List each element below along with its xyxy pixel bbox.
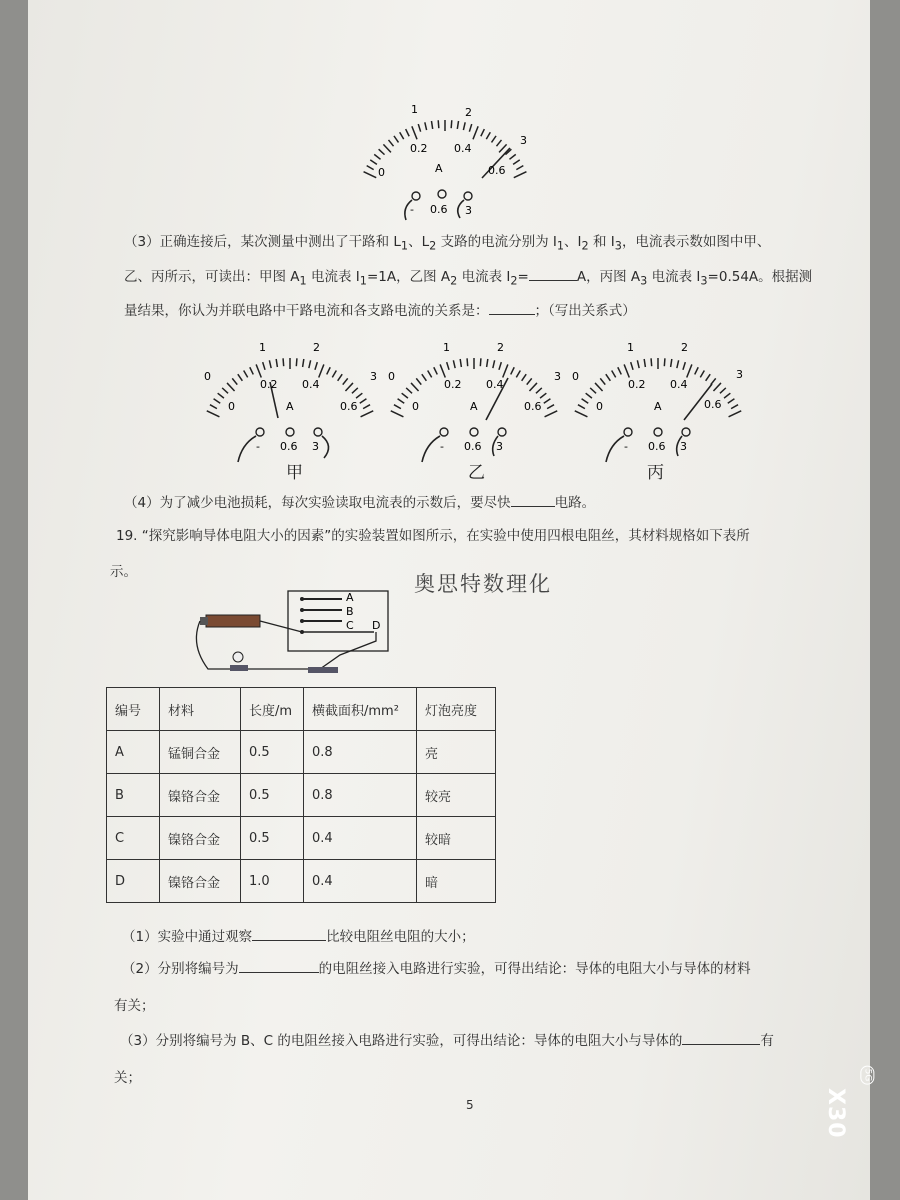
q19-3: （3）分别将编号为 B、C 的电阻丝接入电路进行实验，可得出结论：导体的电阻大小与导体的 有 xyxy=(120,1030,774,1051)
answer-blank-i2[interactable] xyxy=(529,266,577,281)
scale-tick xyxy=(402,393,408,398)
scale-tick xyxy=(412,126,417,139)
scale-tick xyxy=(394,405,401,409)
scale-tick xyxy=(457,121,458,129)
svg-text:1: 1 xyxy=(411,103,418,116)
scale-tick xyxy=(418,124,420,132)
scale-tick xyxy=(527,378,532,384)
svg-text:0: 0 xyxy=(596,400,603,413)
svg-text:-: - xyxy=(624,440,628,453)
scale-tick xyxy=(263,362,265,370)
scale-tick xyxy=(406,129,409,136)
scale-tick xyxy=(600,378,605,384)
q19-2-cont: 有关； xyxy=(114,998,155,1014)
svg-text:1: 1 xyxy=(259,341,266,354)
scale-tick xyxy=(398,399,405,403)
scale-tick xyxy=(210,405,217,409)
svg-text:0.4: 0.4 xyxy=(670,378,688,391)
table-cell: 亮 xyxy=(417,731,496,774)
scale-tick xyxy=(364,172,377,178)
table-cell: 锰铜合金 xyxy=(160,731,241,774)
scale-tick xyxy=(218,393,224,398)
scale-tick xyxy=(731,405,738,409)
scale-tick xyxy=(545,411,558,417)
scale-tick xyxy=(416,378,421,384)
scale-tick xyxy=(374,154,380,159)
table-cell: 0.5 xyxy=(241,774,304,817)
svg-text:0.6: 0.6 xyxy=(704,398,722,411)
q19-1: （1）实验中通过观察 比较电阻丝电阻的大小； xyxy=(122,926,475,947)
svg-text:A: A xyxy=(286,400,294,413)
svg-text:0: 0 xyxy=(388,370,395,383)
scale-tick xyxy=(327,367,330,374)
table-cell: D xyxy=(107,860,160,903)
scale-tick xyxy=(631,362,633,370)
svg-text:D: D xyxy=(372,619,381,632)
table-header-cell: 材料 xyxy=(160,688,241,731)
scale-tick xyxy=(582,399,589,403)
scale-tick xyxy=(671,359,672,367)
svg-text:0.4: 0.4 xyxy=(486,378,504,391)
svg-text:-: - xyxy=(440,440,444,453)
scale-tick xyxy=(547,405,554,409)
scale-tick xyxy=(232,378,237,384)
svg-text:A: A xyxy=(346,591,354,604)
q18-3-line1: （3）正确连接后，某次测量中测出了干路和 $L_1$、$L_2$ 支路的电流分别为 $I_1$、$I_2$ 和 $I_3$，电流表示数如图中甲、 xyxy=(124,234,771,253)
svg-text:0: 0 xyxy=(228,400,235,413)
scale-tick xyxy=(511,367,514,374)
scale-tick xyxy=(214,399,221,403)
table-cell: 0.8 xyxy=(304,774,417,817)
svg-text:0.6: 0.6 xyxy=(524,400,542,413)
scale-tick xyxy=(651,358,652,366)
svg-text:0: 0 xyxy=(378,166,385,179)
scale-tick xyxy=(370,160,377,164)
meter-label-yi: 乙 xyxy=(468,463,485,483)
scale-tick xyxy=(499,362,501,370)
watermark-text: 奥思特数理化 xyxy=(414,572,552,596)
scale-tick xyxy=(400,132,404,139)
scale-tick xyxy=(447,362,449,370)
scale-tick xyxy=(319,364,324,377)
q18-3-line3: 量结果，你认为并联电路中干路电流和各支路电流的关系是： ；（写出关系式） xyxy=(124,300,636,321)
scale-tick xyxy=(586,393,592,398)
scale-tick xyxy=(453,360,455,368)
scale-tick xyxy=(379,149,385,154)
svg-text:0.2: 0.2 xyxy=(628,378,646,391)
meter-label-bing: 丙 xyxy=(647,463,664,483)
svg-text:0.6: 0.6 xyxy=(488,164,506,177)
scale-tick xyxy=(700,371,704,378)
svg-text:2: 2 xyxy=(497,341,504,354)
ammeter-yi xyxy=(382,338,572,478)
answer-blank-factor[interactable] xyxy=(682,1030,760,1045)
scale-tick xyxy=(516,371,520,378)
svg-text:3: 3 xyxy=(680,440,687,453)
svg-text:3: 3 xyxy=(520,134,527,147)
table-header-cell: 灯泡亮度 xyxy=(417,688,496,731)
scale-tick xyxy=(363,405,370,409)
scale-tick xyxy=(677,360,679,368)
table-cell: 0.8 xyxy=(304,731,417,774)
scale-tick xyxy=(250,367,253,374)
scale-tick xyxy=(578,405,585,409)
scale-tick xyxy=(664,358,665,366)
scale-tick xyxy=(383,144,391,152)
q19-line1: 19. “探究影响导体电阻大小的因素”的实验装置如图所示，在实验中使用四根电阻丝，其材料规格如下表所 xyxy=(116,528,750,544)
svg-text:0: 0 xyxy=(412,400,419,413)
scale-tick xyxy=(338,374,343,381)
meter-label-jia: 甲 xyxy=(286,463,303,483)
scale-tick xyxy=(469,124,471,132)
svg-text:2: 2 xyxy=(465,106,472,119)
svg-text:2: 2 xyxy=(681,341,688,354)
scale-tick xyxy=(207,411,220,417)
table-header-row xyxy=(107,688,496,731)
svg-text:0.6: 0.6 xyxy=(464,440,482,453)
table-cell: 镍铬合金 xyxy=(160,860,241,903)
scale-tick xyxy=(536,388,542,393)
scale-tick xyxy=(356,393,362,398)
wire-spec-table xyxy=(106,687,496,903)
scale-tick xyxy=(345,383,353,391)
svg-text:0.6: 0.6 xyxy=(280,440,298,453)
svg-text:0.2: 0.2 xyxy=(444,378,462,391)
camera-watermark: X30 xyxy=(823,1088,848,1139)
scale-tick xyxy=(513,160,520,164)
q18-4: （4）为了减少电池损耗，每次实验读取电流表的示数后，要尽快 电路。 xyxy=(124,492,595,513)
scale-tick xyxy=(361,411,374,417)
scale-tick xyxy=(516,166,523,170)
scale-tick xyxy=(244,371,248,378)
scale-tick xyxy=(391,411,404,417)
scale-tick xyxy=(406,388,412,393)
scale-tick xyxy=(352,388,358,393)
table-cell: 0.4 xyxy=(304,817,417,860)
scale-tick xyxy=(411,383,419,391)
table-cell: 0.5 xyxy=(241,817,304,860)
camera-5g-badge: 5G xyxy=(860,1066,874,1085)
scale-tick xyxy=(687,364,692,377)
svg-text:2: 2 xyxy=(313,341,320,354)
svg-text:3: 3 xyxy=(736,368,743,381)
scale-tick xyxy=(590,388,596,393)
scale-tick xyxy=(440,364,445,377)
scale-tick xyxy=(695,367,698,374)
svg-text:0.6: 0.6 xyxy=(430,203,448,216)
svg-text:-: - xyxy=(410,203,414,216)
svg-text:0.6: 0.6 xyxy=(648,440,666,453)
table-row xyxy=(107,731,496,774)
table-cell: 暗 xyxy=(417,860,496,903)
svg-text:0.6: 0.6 xyxy=(340,400,358,413)
scale-tick xyxy=(486,132,490,139)
svg-text:0.4: 0.4 xyxy=(454,142,472,155)
svg-text:1: 1 xyxy=(443,341,450,354)
q18-3-line2: 乙、丙所示，可读出：甲图 $A_1$ 电流表 $I_1=1A$，乙图 $A_2$ 电流表 $I_2= A$，丙图 $A_3$ 电流表 $I_3=0.54A$。根据测 xyxy=(124,266,812,292)
scale-tick xyxy=(493,360,495,368)
svg-text:B: B xyxy=(346,605,354,618)
table-row xyxy=(107,774,496,817)
scale-tick xyxy=(463,122,465,130)
scale-tick xyxy=(480,358,481,366)
scale-tick xyxy=(269,360,271,368)
scale-tick xyxy=(276,359,277,367)
svg-text:3: 3 xyxy=(370,370,377,383)
scale-tick xyxy=(729,411,742,417)
answer-blank-wire-ids[interactable] xyxy=(239,958,319,973)
svg-text:0.2: 0.2 xyxy=(410,142,428,155)
q19-3-cont: 关； xyxy=(114,1070,141,1086)
scale-tick xyxy=(529,383,537,391)
scale-tick xyxy=(624,364,629,377)
table-header-cell: 编号 xyxy=(107,688,160,731)
ammeter-bing xyxy=(566,338,756,478)
circuit-diagram xyxy=(190,585,400,685)
table-cell: 较暗 xyxy=(417,817,496,860)
scale-tick xyxy=(394,136,399,143)
scale-tick xyxy=(575,411,588,417)
table-cell: 镍铬合金 xyxy=(160,774,241,817)
scale-tick xyxy=(227,383,235,391)
scale-tick xyxy=(612,371,616,378)
scale-tick xyxy=(360,399,367,403)
table-cell: B xyxy=(107,774,160,817)
scale-tick xyxy=(618,367,621,374)
scale-tick xyxy=(309,360,311,368)
scale-tick xyxy=(367,166,374,170)
scale-tick xyxy=(522,374,527,381)
table-cell: 1.0 xyxy=(241,860,304,903)
table-cell: 镍铬合金 xyxy=(160,817,241,860)
q19-line2: 示。 xyxy=(110,564,137,580)
scale-tick xyxy=(706,374,711,381)
table-cell: 较亮 xyxy=(417,774,496,817)
scale-tick xyxy=(540,393,546,398)
table-row xyxy=(107,817,496,860)
scale-tick xyxy=(499,144,507,152)
answer-blank-relation[interactable] xyxy=(489,300,535,315)
svg-text:A: A xyxy=(470,400,478,413)
scale-tick xyxy=(303,359,304,367)
svg-text:0: 0 xyxy=(572,370,579,383)
scale-tick xyxy=(728,399,735,403)
scale-tick xyxy=(222,388,228,393)
scale-tick xyxy=(425,122,427,130)
scale-tick xyxy=(332,371,336,378)
svg-text:3: 3 xyxy=(312,440,319,453)
scale-tick xyxy=(431,121,432,129)
answer-blank-circuit[interactable] xyxy=(511,492,555,507)
table-cell: A xyxy=(107,731,160,774)
scale-tick xyxy=(256,364,261,377)
svg-text:A: A xyxy=(654,400,662,413)
table-cell: 0.4 xyxy=(304,860,417,903)
svg-text:0.4: 0.4 xyxy=(302,378,320,391)
scale-tick xyxy=(724,393,730,398)
svg-text:A: A xyxy=(435,162,443,175)
scale-tick xyxy=(503,364,508,377)
scale-tick xyxy=(238,374,243,381)
svg-text:1: 1 xyxy=(627,341,634,354)
scale-tick xyxy=(434,367,437,374)
scale-tick xyxy=(460,359,461,367)
scale-tick xyxy=(315,362,317,370)
ammeter-top xyxy=(350,100,540,225)
scale-tick xyxy=(492,136,497,143)
svg-text:0.2: 0.2 xyxy=(260,378,278,391)
scale-tick xyxy=(595,383,603,391)
scale-tick xyxy=(389,140,394,146)
scale-tick xyxy=(544,399,551,403)
scale-tick xyxy=(343,378,348,384)
table-row xyxy=(107,860,496,903)
scale-tick xyxy=(496,140,501,146)
svg-text:0: 0 xyxy=(204,370,211,383)
scale-tick xyxy=(606,374,611,381)
scale-tick xyxy=(487,359,488,367)
table-cell: 0.5 xyxy=(241,731,304,774)
scale-tick xyxy=(509,154,515,159)
scale-tick xyxy=(428,371,432,378)
scale-tick xyxy=(637,360,639,368)
q19-2: （2）分别将编号为 的电阻丝接入电路进行实验，可得出结论：导体的电阻大小与导体的材料 xyxy=(122,958,751,979)
svg-text:3: 3 xyxy=(465,204,472,217)
page-number: 5 xyxy=(466,1098,474,1112)
scale-tick xyxy=(713,383,721,391)
svg-text:C: C xyxy=(346,619,354,632)
scale-tick xyxy=(683,362,685,370)
scale-tick xyxy=(438,120,439,128)
svg-text:-: - xyxy=(256,440,260,453)
scale-tick xyxy=(467,358,468,366)
scale-tick xyxy=(644,359,645,367)
scale-tick xyxy=(514,172,527,178)
ammeter-jia xyxy=(198,338,388,478)
answer-blank-observe[interactable] xyxy=(252,926,326,941)
scale-tick xyxy=(720,388,726,393)
scale-tick xyxy=(481,129,484,136)
table-cell: C xyxy=(107,817,160,860)
scale-tick xyxy=(296,358,297,366)
scale-tick xyxy=(451,120,452,128)
scale-tick xyxy=(283,358,284,366)
scale-tick xyxy=(473,126,478,139)
svg-text:3: 3 xyxy=(554,370,561,383)
table-header-cell: 长度/m xyxy=(241,688,304,731)
table-header-cell: 横截面积/mm² xyxy=(304,688,417,731)
svg-text:3: 3 xyxy=(496,440,503,453)
scale-tick xyxy=(422,374,427,381)
